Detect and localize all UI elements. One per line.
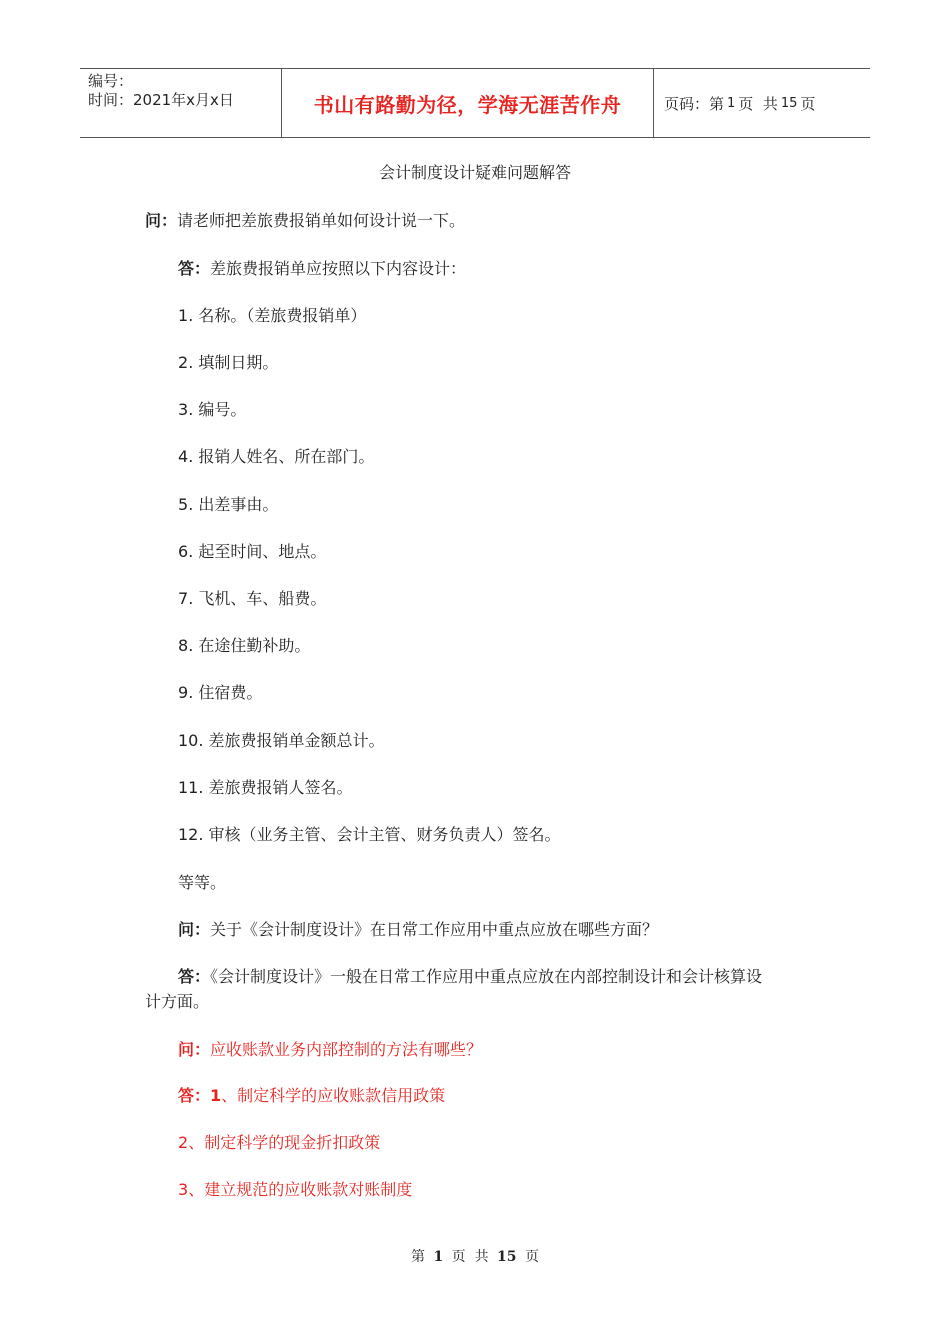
list-item-number: 11	[178, 778, 199, 797]
answer-label: 答：	[178, 967, 211, 986]
footer-suffix: 页	[524, 1249, 539, 1265]
document-title: 会计制度设计疑难问题解答	[378, 163, 571, 182]
list-item-text: 报销人姓名、所在部门。	[198, 447, 375, 466]
header-page-suffix: 页	[800, 94, 816, 113]
list-item-text: 在途住勤补助。	[198, 636, 311, 655]
list-item-text: 名称。（差旅费报销单）	[198, 306, 367, 325]
list-item: 9. 住宿费。	[178, 683, 263, 702]
list-item: 2. 填制日期。	[178, 353, 279, 372]
header-page-mid: 页 共	[738, 94, 778, 113]
answer-label: 答：	[178, 259, 211, 278]
question-1	[145, 208, 465, 231]
footer-prefix: 第	[411, 1249, 426, 1265]
question-label: 问：	[178, 1040, 211, 1059]
answer-1	[178, 256, 466, 279]
list-item: 7. 飞机、车、船费。	[178, 589, 327, 608]
list-item-number: 1	[178, 306, 189, 325]
list-item-text: 差旅费报销人签名。	[208, 778, 353, 797]
question-text: 请老师把差旅费报销单如何设计说一下。	[177, 211, 466, 230]
header-page-prefix: 页码：第	[664, 94, 725, 113]
list-item-text: 起至时间、地点。	[198, 542, 327, 561]
header-page-total: 15	[780, 95, 798, 111]
list-item-number: 7	[178, 589, 189, 608]
header-page-number: 1	[727, 95, 736, 111]
list-item-number: 12	[178, 825, 199, 844]
question-text: 应收账款业务内部控制的方法有哪些？	[210, 1040, 483, 1059]
point-number: 1	[210, 1086, 222, 1105]
answer-label: 答：	[178, 1086, 211, 1105]
point-number: 3	[178, 1180, 189, 1199]
answer-2-line-2: 计方面。	[145, 992, 210, 1011]
answer-3-point-1	[178, 1083, 445, 1106]
list-item-text: 填制日期。	[198, 353, 279, 372]
header-page-info	[654, 69, 870, 137]
point-text: 、制定科学的应收账款信用政策	[221, 1086, 446, 1105]
question-2	[178, 917, 658, 940]
header-motto: 书山有路勤为径，学海无涯苦作舟	[282, 69, 654, 137]
list-item-number: 2	[178, 353, 189, 372]
list-item: 12. 审核（业务主管、会计主管、财务负责人）签名。	[178, 825, 561, 844]
list-item-number: 6	[178, 542, 189, 561]
list-item-text: 出差事由。	[198, 495, 279, 514]
answer-text: 《会计制度设计》一般在日常工作应用中重点应放在内部控制设计和会计核算设	[210, 967, 763, 986]
list-item-number: 10	[178, 731, 199, 750]
header-number-label: 编号：	[88, 72, 134, 90]
point-text: 、制定科学的现金折扣政策	[188, 1133, 381, 1152]
header-time-label: 时间：2021年x月x日	[88, 91, 234, 109]
list-item-text: 差旅费报销单金额总计。	[208, 731, 385, 750]
list-item: 11. 差旅费报销人签名。	[178, 778, 353, 797]
list-item-number: 9	[178, 683, 189, 702]
footer-page-total: 15	[497, 1249, 517, 1265]
answer-2-line-1	[178, 964, 762, 987]
point-number: 2	[178, 1133, 189, 1152]
list-item-text: 住宿费。	[198, 683, 263, 702]
list-item-text: 飞机、车、船费。	[198, 589, 327, 608]
answer-3-point-2	[178, 1130, 380, 1153]
list-item-text: 编号。	[198, 400, 247, 419]
question-label: 问：	[178, 920, 211, 939]
point-text: 、建立规范的应收账款对账制度	[188, 1180, 413, 1199]
answer-3-point-3	[178, 1177, 412, 1200]
list-item: 8. 在途住勤补助。	[178, 636, 311, 655]
footer-page-number: 1	[433, 1249, 444, 1265]
question-label: 问：	[145, 211, 178, 230]
footer-mid: 页 共	[451, 1249, 489, 1265]
page-header	[80, 68, 870, 138]
list-item-number: 5	[178, 495, 189, 514]
list-item-number: 4	[178, 447, 189, 466]
question-text: 关于《会计制度设计》在日常工作应用中重点应放在哪些方面？	[210, 920, 659, 939]
page-footer	[0, 1246, 950, 1266]
etc-text: 等等。	[178, 873, 227, 892]
list-item: 4. 报销人姓名、所在部门。	[178, 447, 375, 466]
list-item: 10. 差旅费报销单金额总计。	[178, 731, 385, 750]
list-item-number: 3	[178, 400, 189, 419]
list-item: 1. 名称。（差旅费报销单）	[178, 306, 367, 325]
list-item: 5. 出差事由。	[178, 495, 279, 514]
answer-text: 差旅费报销单应按照以下内容设计：	[210, 259, 467, 278]
list-item: 6. 起至时间、地点。	[178, 542, 327, 561]
list-item: 3. 编号。	[178, 400, 247, 419]
header-meta	[80, 69, 282, 137]
list-item-text: 审核（业务主管、会计主管、财务负责人）签名。	[208, 825, 561, 844]
list-item-number: 8	[178, 636, 189, 655]
question-3	[178, 1037, 482, 1060]
